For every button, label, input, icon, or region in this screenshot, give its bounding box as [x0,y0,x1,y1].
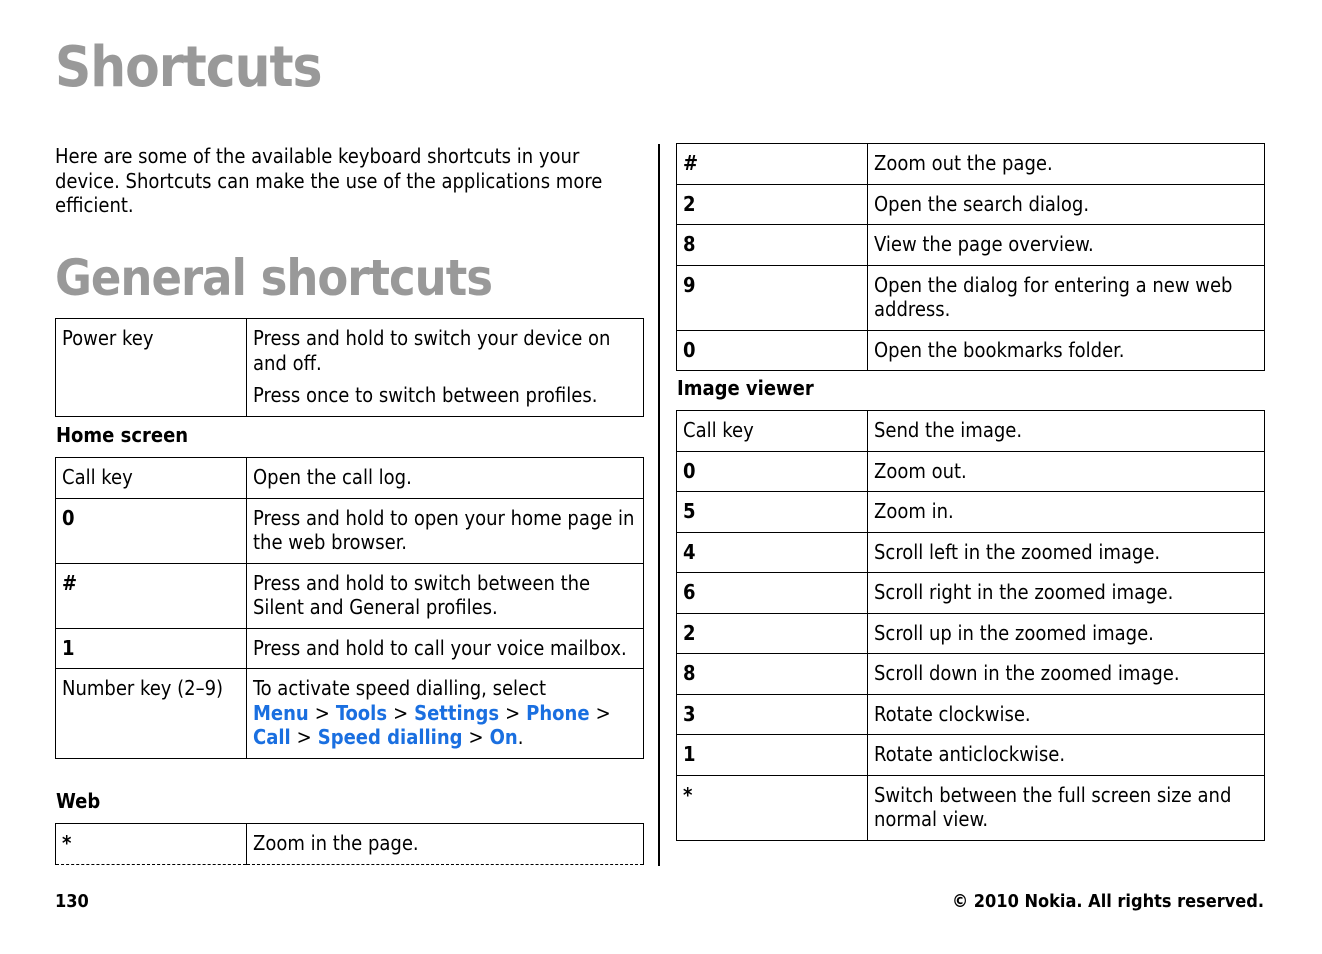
image-viewer-heading: Image viewer [677,376,814,400]
web-table-part-2 [676,143,1265,371]
key-cell: 0 [56,498,247,563]
table-row [56,458,644,499]
menu-path-tools[interactable]: Tools [335,700,388,725]
menu-path-on[interactable]: On [489,725,518,749]
key-cell: * [677,775,868,840]
table-row [677,573,1265,614]
description-cell: Switch between the full screen size and normal view. [868,775,1265,840]
key-cell: Power key [56,319,247,417]
description-cell: Scroll right in the zoomed image. [868,573,1265,614]
key-cell: 0 [677,451,868,492]
image-viewer-table [676,410,1265,841]
key-cell: 9 [677,265,868,330]
power-key-table [55,318,644,417]
menu-path-call[interactable]: Call [253,725,291,749]
web-heading: Web [56,789,101,813]
key-cell: # [56,563,247,628]
table-row [677,265,1265,330]
description-line: Press once to switch between profiles. [253,383,598,407]
key-cell: 4 [677,532,868,573]
column-divider [658,144,660,866]
description-cell: Rotate anticlockwise. [868,735,1265,776]
key-cell: 8 [677,654,868,695]
table-row [677,144,1265,185]
description-cell [247,669,644,759]
page-title: Shortcuts [55,35,322,100]
key-cell: 1 [56,628,247,669]
path-separator: > [468,725,484,749]
key-cell: 3 [677,694,868,735]
path-separator: > [393,700,409,725]
key-cell: # [677,144,868,185]
description-cell: View the page overview. [868,225,1265,266]
table-row [56,498,644,563]
copyright-notice: © 2010 Nokia. All rights reserved. [951,891,1264,912]
intro-paragraph: Here are some of the available keyboard shortcuts in your device. Shortcuts can make the use of the applications more efficient. [55,144,603,217]
key-cell: Call key [56,458,247,499]
web-table-part-1 [55,823,644,865]
table-row [56,563,644,628]
key-cell: 8 [677,225,868,266]
description-cell: Open the call log. [247,458,644,499]
description-cell: Zoom out. [868,451,1265,492]
description-cell: Press and hold to open your home page in the web browser. [247,498,644,563]
table-row [56,319,644,417]
home-screen-table [55,457,644,759]
table-row [677,694,1265,735]
menu-path-phone[interactable]: Phone [526,700,590,725]
key-cell: 0 [677,330,868,371]
table-row [677,225,1265,266]
home-screen-heading: Home screen [56,423,189,447]
description-cell: Scroll up in the zoomed image. [868,613,1265,654]
description-cell: Scroll down in the zoomed image. [868,654,1265,695]
table-row [677,654,1265,695]
table-row [677,735,1265,776]
path-end: . [517,725,524,749]
key-cell: 2 [677,184,868,225]
key-cell: Number key (2–9) [56,669,247,759]
description-cell: Send the image. [868,411,1265,452]
description-cell: Zoom in. [868,492,1265,533]
table-row [677,532,1265,573]
description-line: Press and hold to switch your device on and off. [253,326,611,375]
key-cell: 1 [677,735,868,776]
table-row [56,669,644,759]
description-cell: Zoom out the page. [868,144,1265,185]
table-row [677,411,1265,452]
description-cell: Open the bookmarks folder. [868,330,1265,371]
description-cell: Press and hold to call your voice mailbox. [247,628,644,669]
table-row [677,451,1265,492]
key-cell: * [56,824,247,865]
menu-path-settings[interactable]: Settings [414,700,500,725]
path-separator: > [505,700,521,725]
description-cell [247,319,644,417]
table-row [677,184,1265,225]
key-cell: 2 [677,613,868,654]
key-cell: 6 [677,573,868,614]
key-cell: 5 [677,492,868,533]
path-separator: > [595,700,611,725]
description-cell: Open the search dialog. [868,184,1265,225]
menu-path-speed-dialling[interactable]: Speed dialling [317,725,463,749]
path-separator: > [296,725,312,749]
table-row [677,492,1265,533]
page-number: 130 [55,891,89,912]
table-row [56,824,644,865]
description-cell: Open the dialog for entering a new web address. [868,265,1265,330]
table-row [677,613,1265,654]
key-cell: Call key [677,411,868,452]
menu-path-menu[interactable]: Menu [253,700,309,725]
description-cell: Press and hold to switch between the Silent and General profiles. [247,563,644,628]
description-cell: Zoom in the page. [247,824,644,865]
description-cell: Rotate clockwise. [868,694,1265,735]
path-separator: > [314,700,330,725]
table-row [56,628,644,669]
speed-dial-instruction: To activate speed dialling, select [253,676,547,700]
table-row [677,775,1265,840]
section-title: General shortcuts [55,249,492,307]
table-row [677,330,1265,371]
description-cell: Scroll left in the zoomed image. [868,532,1265,573]
